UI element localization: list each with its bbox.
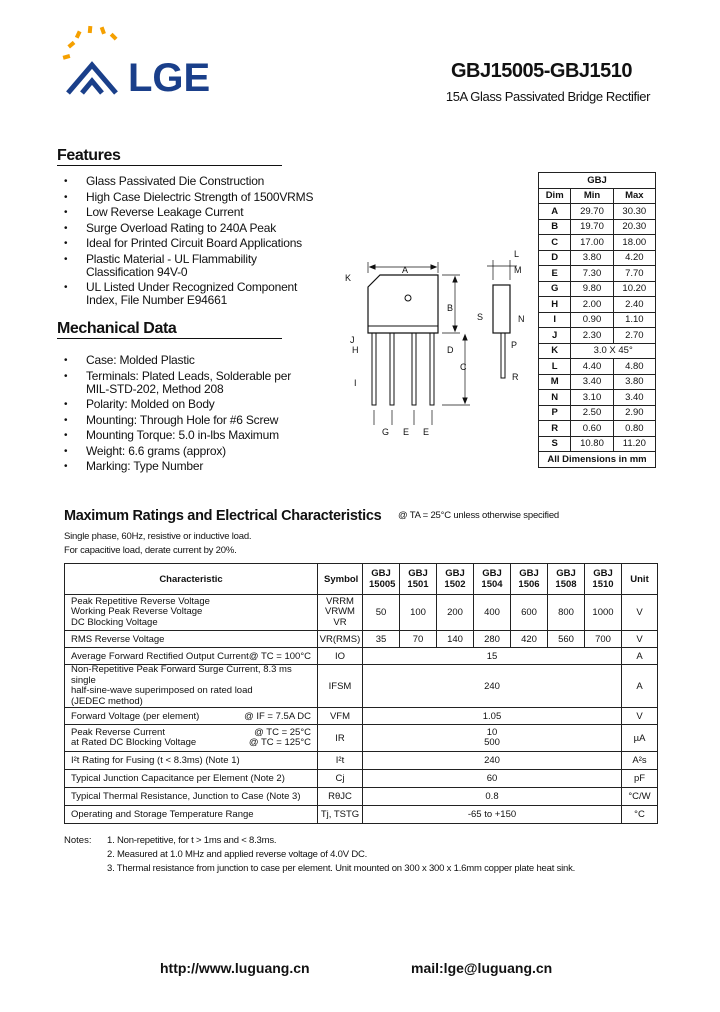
table-row: G 9.80 10.20: [539, 281, 656, 297]
dim-label-k: K: [345, 273, 352, 283]
notes-label: Notes:: [64, 835, 92, 846]
dim-label-h: H: [352, 345, 359, 355]
table-row: Average Forward Rectified Output Current @ TC = 100°C IO 15 A: [65, 648, 658, 665]
company-logo: [62, 25, 232, 100]
dim-label-g: G: [382, 427, 390, 437]
ratings-title: Maximum Ratings and Electrical Characteristics: [64, 508, 382, 524]
table-row: L 4.40 4.80: [539, 359, 656, 375]
mechanical-underline: [57, 338, 282, 339]
ratings-table: [64, 563, 658, 824]
table-row: R 0.60 0.80: [539, 421, 656, 437]
footer-email-link[interactable]: mail:lge@luguang.cn: [411, 960, 553, 976]
table-row: @ TC = 25°C @ TC = 125°C Peak Reverse Current at Rated DC Blocking Voltage IR 10 500 µA: [65, 725, 658, 752]
col-header-part: GBJ 15005: [363, 564, 400, 595]
package-outline-diagram: [335, 240, 535, 440]
table-row: Typical Thermal Resistance, Junction to Case (Note 3) RθJC 0.8 °C/W: [65, 788, 658, 806]
table-row: J 2.30 2.70: [539, 328, 656, 344]
dimensions-table: [538, 172, 656, 468]
part-number-title: GBJ15005-GBJ1510: [450, 60, 632, 82]
col-header-part: GBJ 1501: [400, 564, 437, 595]
table-row: Forward Voltage (per element) @ IF = 7.5A DC VFM 1.05 V: [65, 708, 658, 725]
table-header-row: [65, 564, 658, 595]
dimensions-footer: All Dimensions in mm: [539, 452, 656, 468]
dim-label-m: M: [514, 265, 522, 275]
dim-label-s: S: [477, 312, 484, 322]
dim-label-r: R: [512, 372, 519, 382]
dim-label-d: D: [447, 345, 454, 355]
col-header-part: GBJ 1508: [548, 564, 585, 595]
list-item: • Weight: 6.6 grams (approx): [60, 445, 320, 458]
table-row: H 2.00 2.40: [539, 297, 656, 313]
mountain-icon: [68, 65, 116, 93]
product-subtitle: 15A Glass Passivated Bridge Rectifier: [445, 89, 650, 104]
note-item: 1. Non-repetitive, for t > 1ms and < 8.3ms.: [107, 835, 277, 846]
dim-label-e2: E: [423, 427, 430, 437]
dim-label-a: A: [402, 265, 409, 275]
list-item: • UL Listed Under Recognized Component Index, File Number E94661: [60, 281, 310, 307]
col-header-unit: Unit: [622, 564, 658, 595]
table-row: S 10.80 11.20: [539, 436, 656, 452]
note-item: 3. Thermal resistance from junction to case per element. Unit mounted on 300 x 300 x 1.6mm copper plate heat sink.: [107, 863, 576, 874]
package-name: GBJ: [539, 173, 656, 189]
list-item: • High Case Dielectric Strength of 1500VRMS: [60, 191, 330, 204]
brand-name: LGE: [128, 56, 211, 100]
table-row: M 3.40 3.80: [539, 374, 656, 390]
col-header-part: GBJ 1510: [585, 564, 622, 595]
table-row: B 19.70 20.30: [539, 219, 656, 235]
table-row: RMS Reverse Voltage VR(RMS) 35 70 140 280 420 560 700 V: [65, 631, 658, 648]
col-header: Min: [571, 188, 613, 204]
table-row: I²t Rating for Fusing (t < 8.3ms) (Note 1) I²t 240 A²s: [65, 752, 658, 770]
list-item: • Surge Overload Rating to 240A Peak: [60, 222, 330, 235]
table-row: Non-Repetitive Peak Forward Surge Current, 8.3 ms single half-sine-wave superimposed on rated load (JEDEC method) IFSM 240 A: [65, 665, 658, 708]
table-row: C 17.00 18.00: [539, 235, 656, 251]
mechanical-heading: Mechanical Data: [57, 320, 177, 337]
list-item: • Terminals: Plated Leads, Solderable per MIL-STD-202, Method 208: [60, 370, 305, 396]
ratings-condition: @ TA = 25°C unless otherwise specified: [398, 510, 560, 521]
col-header-part: GBJ 1506: [511, 564, 548, 595]
col-header: Max: [613, 188, 655, 204]
table-row: I 0.90 1.10: [539, 312, 656, 328]
table-row: P 2.50 2.90: [539, 405, 656, 421]
dim-label-p: P: [511, 340, 518, 350]
dim-label-i: I: [354, 378, 357, 388]
list-item: • Ideal for Printed Circuit Board Applications: [60, 237, 330, 250]
list-item: • Mounting Torque: 5.0 in-lbs Maximum: [60, 429, 320, 442]
dim-label-j: J: [350, 335, 355, 345]
list-item: • Marking: Type Number: [60, 460, 320, 473]
list-item: • Case: Molded Plastic: [60, 354, 320, 367]
mechanical-list: [60, 354, 320, 476]
table-row: Peak Repetitive Reverse Voltage Working Peak Reverse Voltage DC Blocking Voltage VRRM VRWM VR 50 100 200 400 600 800 1000 V: [65, 595, 658, 631]
list-item: • Glass Passivated Die Construction: [60, 175, 330, 188]
dim-label-b: B: [447, 303, 454, 313]
dim-label-l: L: [514, 249, 520, 259]
dim-label-n: N: [518, 314, 525, 324]
note-item: 2. Measured at 1.0 MHz and applied reverse voltage of 4.0V DC.: [107, 849, 368, 860]
features-heading: Features: [57, 147, 121, 164]
sun-rays-icon: [63, 26, 118, 60]
table-row: K 3.0 X 45°: [539, 343, 656, 359]
list-item: • Mounting: Through Hole for #6 Screw: [60, 414, 320, 427]
col-header-symbol: Symbol: [318, 564, 363, 595]
ratings-note-derate: For capacitive load, derate current by 20%.: [64, 545, 237, 556]
table-row: A 29.70 30.30: [539, 204, 656, 220]
table-row: Typical Junction Capacitance per Element (Note 2) Cj 60 pF: [65, 770, 658, 788]
list-item: • Polarity: Molded on Body: [60, 398, 320, 411]
footer-website-link[interactable]: http://www.luguang.cn: [160, 960, 310, 976]
dim-label-c: C: [460, 362, 467, 372]
table-row: D 3.80 4.20: [539, 250, 656, 266]
list-item: • Low Reverse Leakage Current: [60, 206, 330, 219]
ratings-note-load: Single phase, 60Hz, resistive or inductive load.: [64, 531, 252, 542]
features-underline: [57, 165, 282, 166]
col-header-part: GBJ 1504: [474, 564, 511, 595]
table-row: N 3.10 3.40: [539, 390, 656, 406]
dim-label-e: E: [403, 427, 410, 437]
table-row: Operating and Storage Temperature Range Tj, TSTG -65 to +150 °C: [65, 806, 658, 824]
col-header: Dim: [539, 188, 571, 204]
features-list: [60, 175, 330, 310]
table-row: E 7.30 7.70: [539, 266, 656, 282]
col-header-part: GBJ 1502: [437, 564, 474, 595]
col-header-characteristic: Characteristic: [65, 564, 318, 595]
list-item: • Plastic Material - UL Flammability Classification 94V-0: [60, 253, 290, 279]
